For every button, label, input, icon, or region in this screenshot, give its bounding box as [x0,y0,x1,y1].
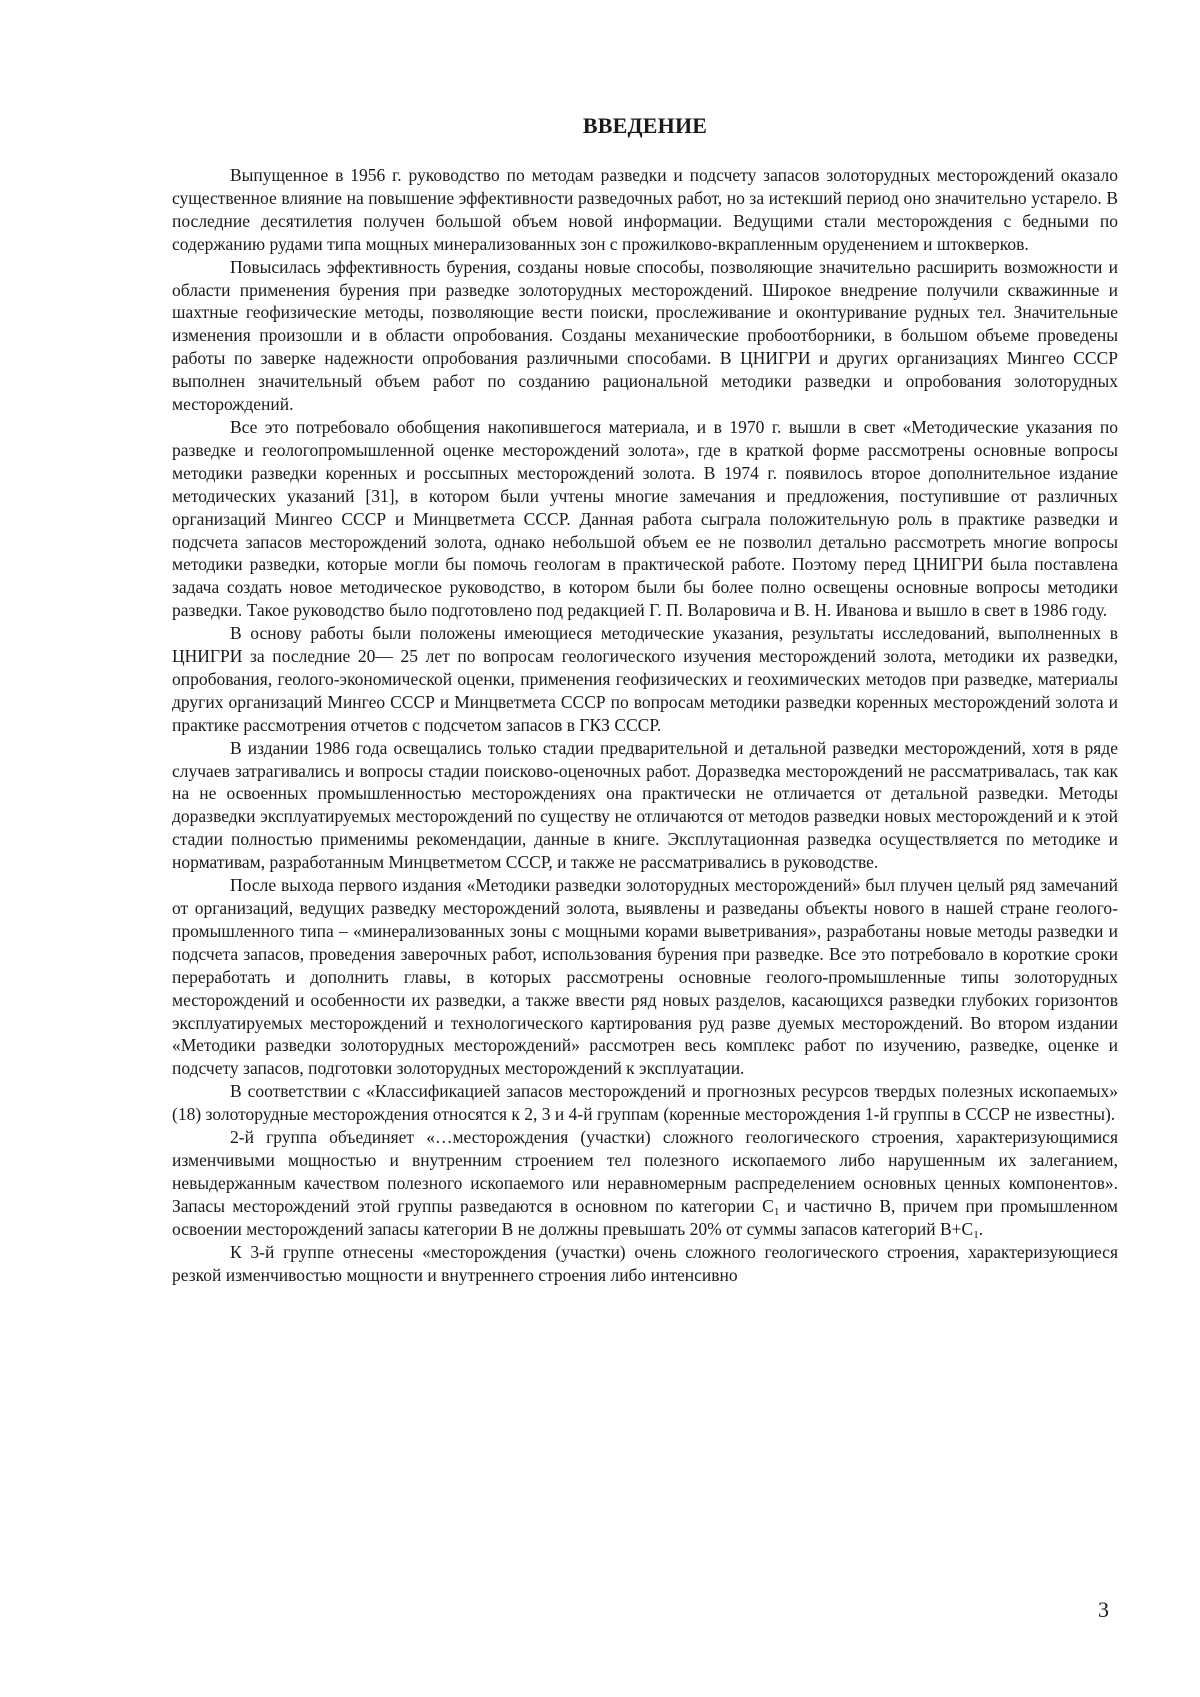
paragraph: После выхода первого издания «Методики разведки золоторудных месторождений» был плучен целый ряд замечаний от организаций, ведущих разведку месторождений золота, выявлены и разведаны объекты нового в нашей стране геолого-промышленного типа – «минерализованных зоны с мощными корами выветривания», разработаны новые методы разведки и подсчета запасов, проведения заверочных работ, использования бурения при разведке. Все это потребовало в короткие сроки переработать и дополнить главы, в которых рассмотрены основные геолого-промышленные типы золоторудных месторождений и особенности их разведки, а также ввести ряд новых разделов, касающихся разведки глубоких горизонтов эксплуатируемых месторождений и технологического картирования руд разве дуемых месторождений. Во втором издании «Методики разведки золоторудных месторождений» рассмотрен весь комплекс работ по изучению, разведке, оценке и подсчету запасов, подготовки золоторудных месторождений к эксплуатации. [172,874,1118,1080]
paragraph: В соответствии с «Классификацией запасов месторождений и прогнозных ресурсов твердых полезных ископаемых» (18) золоторудные месторождения относятся к 2, 3 и 4-й группам (коренные месторождения 1-й группы в СССР не известны). [172,1080,1118,1126]
paragraph-text: . [979,1219,983,1239]
paragraph: В издании 1986 года освещались только стадии предварительной и детальной разведки месторождений, хотя в ряде случаев затрагивались и вопросы стадии поисково-оценочных работ. Доразведка месторождений не рассматривалась, так как на не освоенных промышленностью месторождениях она практически не отличается от детальной разведки. Методы доразведки эксплуатируемых месторождений по существу не отличаются от методов разведки новых месторождений и к этой стадии полностью применимы рекомендации, данные в книге. Эксплутационная разведка осуществляется по методике и нормативам, разработанным Минцветметом СССР, и также не рассматривались в руководстве. [172,737,1118,874]
page-number: 3 [1098,1597,1109,1623]
paragraph: Повысилась эффективность бурения, созданы новые способы, позволяющие значительно расширить возможности и области применения бурения при разведке золоторудных месторождений. Широкое внедрение получили скважинные и шахтные геофизические методы, позволяющие вести поиски, прослеживание и оконтуривание рудных тел. Значительные изменения произошли и в области опробования. Созданы механические пробоотборники, в большом объеме проведены работы по заверке надежности опробования различными способами. В ЦНИГРИ и других организациях Мингео СССР выполнен значительный объем работ по созданию рациональной методики разведки и опробования золоторудных месторождений. [172,256,1118,416]
paragraph: Все это потребовало обобщения накопившегося материала, и в 1970 г. вышли в свет «Методические указания по разведке и геологопромышленной оценке месторождений золота», где в краткой форме рассмотрены основные вопросы методики разведки коренных и россыпных месторождений золота. В 1974 г. появилось второе дополнительное издание методических указаний [31], в котором были учтены многие замечания и предложения, поступившие от различных организаций Мингео СССР и Минцветмета СССР. Данная работа сыграла положительную роль в практике разведки и подсчета запасов месторождений золота, однако небольшой объем ее не позволил детально рассмотреть многие вопросы методики разведки, которые могли бы помочь геологам в практической работе. Поэтому перед ЦНИГРИ была поставлена задача создать новое методическое руководство, в котором были бы более полно освещены основные вопросы методики разведки. Такое руководство было подготовлено под редакцией Г. П. Воларовича и В. Н. Иванова и вышло в свет в 1986 году. [172,416,1118,622]
section-title: ВВЕДЕНИЕ [172,112,1118,140]
subscript: 1 [973,1229,979,1241]
paragraph-with-subscripts [172,1126,1118,1241]
paragraph: Выпущенное в 1956 г. руководство по методам разведки и подсчету запасов золоторудных месторождений оказало существенное влияние на повышение эффективности разведочных работ, но за истекший период оно значительно устарело. В последние десятилетия получен большой объем новой информации. Ведущими стали месторождения с бедными по содержанию рудами типа мощных минерализованных зон с прожилково-вкрапленным оруденением и штокверков. [172,164,1118,256]
document-page [172,112,1118,1286]
subscript: 1 [774,1206,780,1218]
paragraph: В основу работы были положены имеющиеся методические указания, результаты исследований, выполненных в ЦНИГРИ за последние 20— 25 лет по вопросам геологического изучения месторождений золота, методики их разведки, опробования, геолого-экономической оценки, применения геофизических и геохимических методов при разведке, материалы других организаций Мингео СССР и Минцветмета СССР по вопросам методики разведки коренных месторождений золота и практике рассмотрения отчетов с подсчетом запасов в ГКЗ СССР. [172,622,1118,737]
paragraph: К 3-й группе отнесены «месторождения (участки) очень сложного геологического строения, характеризующиеся резкой изменчивостью мощности и внутреннего строения либо интенсивно [172,1241,1118,1287]
paragraph-text: и частично В, причем при промышленном освоении месторождений запасы категории В не должны превышать 20% от суммы запасов категорий В+С [172,1196,1118,1239]
paragraph-text: 2-й группа объединяет «…месторождения (участки) сложного геологического строения, характеризующимися изменчивыми мощностью и внутренним строением тел полезного ископаемого либо нарушенным их залеганием, невыдержанным качеством полезного ископаемого или неравномерным распределением основных ценных компонентов». Запасы месторождений этой группы разведаются в основном по категории С [172,1127,1118,1216]
